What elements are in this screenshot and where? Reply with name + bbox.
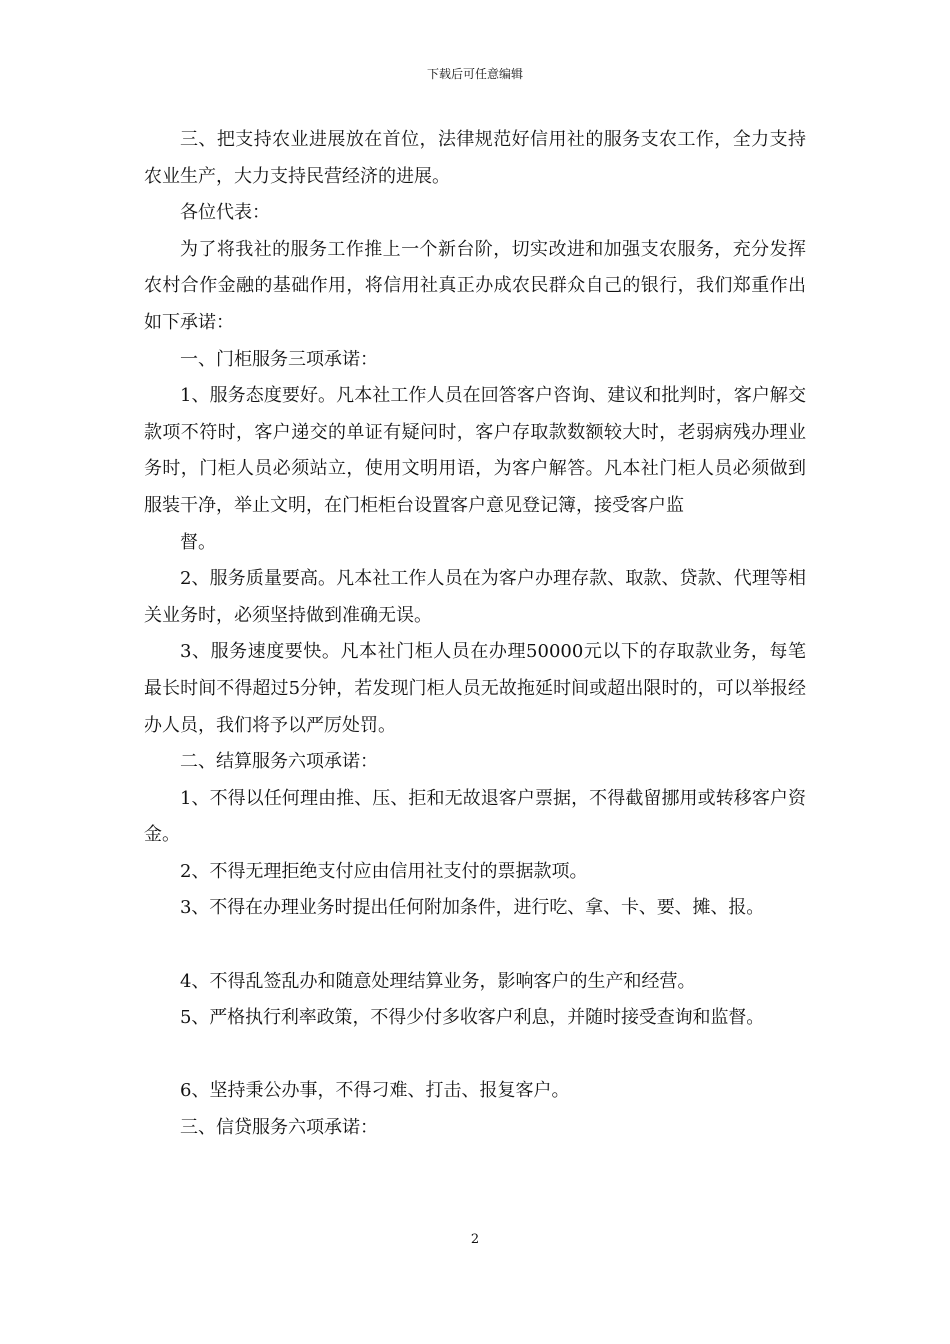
paragraph-settlement-item-3: 3、不得在办理业务时提出任何附加条件，进行吃、拿、卡、要、摊、报。 bbox=[180, 897, 765, 919]
page-header: 下载后可任意编辑 bbox=[426, 67, 523, 81]
blank-line bbox=[144, 1037, 806, 1074]
paragraph-supervision-tail: 督。 bbox=[180, 531, 216, 553]
paragraph-service-attitude: 1、服务态度要好。凡本社工作人员在回答客户咨询、建议和批判时，客户解交款项不符时，客户递交的单证有疑问时，客户存取款数额较大时，老弱病残办理业务时，门柜人员必须站立，使用文明用语，为客户解答。凡本社门柜人员必须做到服装干净，举止文明，在门柜柜台设置客户意见登记簿，接受客户监 bbox=[144, 385, 806, 516]
blank-line bbox=[144, 927, 806, 964]
paragraph-settlement-item-2: 2、不得无理拒绝支付应由信用社支付的票据款项。 bbox=[180, 860, 588, 882]
paragraph-settlement-item-6: 6、坚持秉公办事，不得刁难、打击、报复客户。 bbox=[180, 1080, 570, 1102]
section-heading-settlement-service: 二、结算服务六项承诺： bbox=[180, 751, 378, 773]
paragraph-agriculture-priority: 三、把支持农业进展放在首位，法律规范好信用社的服务支农工作，全力支持农业生产，大力支持民营经济的进展。 bbox=[144, 129, 806, 187]
paragraph-settlement-item-5: 5、严格执行利率政策，不得少付多收客户利息，并随时接受查询和监督。 bbox=[180, 1007, 765, 1029]
paragraph-service-quality: 2、服务质量要高。凡本社工作人员在为客户办理存款、取款、贷款、代理等相关业务时，必须坚持做到准确无误。 bbox=[144, 568, 806, 626]
paragraph-settlement-item-4: 4、不得乱签乱办和随意处理结算业务，影响客户的生产和经营。 bbox=[180, 970, 696, 992]
paragraph-salutation: 各位代表： bbox=[180, 202, 270, 224]
section-heading-credit-service: 三、信贷服务六项承诺： bbox=[180, 1117, 378, 1139]
page-number: 2 bbox=[470, 1232, 480, 1247]
section-heading-counter-service: 一、门柜服务三项承诺： bbox=[180, 348, 378, 370]
document-body bbox=[144, 122, 806, 1147]
paragraph-settlement-item-1: 1、不得以任何理由推、压、拒和无故退客户票据，不得截留挪用或转移客户资金。 bbox=[144, 787, 806, 846]
paragraph-service-speed: 3、服务速度要快。凡本社门柜人员在办理50000元以下的存取款业务，每笔最长时间不得超过5分钟，若发现门柜人员无故拖延时间或超出限时的，可以举报经办人员，我们将予以严厉处罚。 bbox=[144, 641, 806, 736]
paragraph-introduction: 为了将我社的服务工作推上一个新台阶，切实改进和加强支农服务，充分发挥农村合作金融的基础作用，将信用社真正办成农民群众自己的银行，我们郑重作出如下承诺： bbox=[144, 238, 806, 333]
